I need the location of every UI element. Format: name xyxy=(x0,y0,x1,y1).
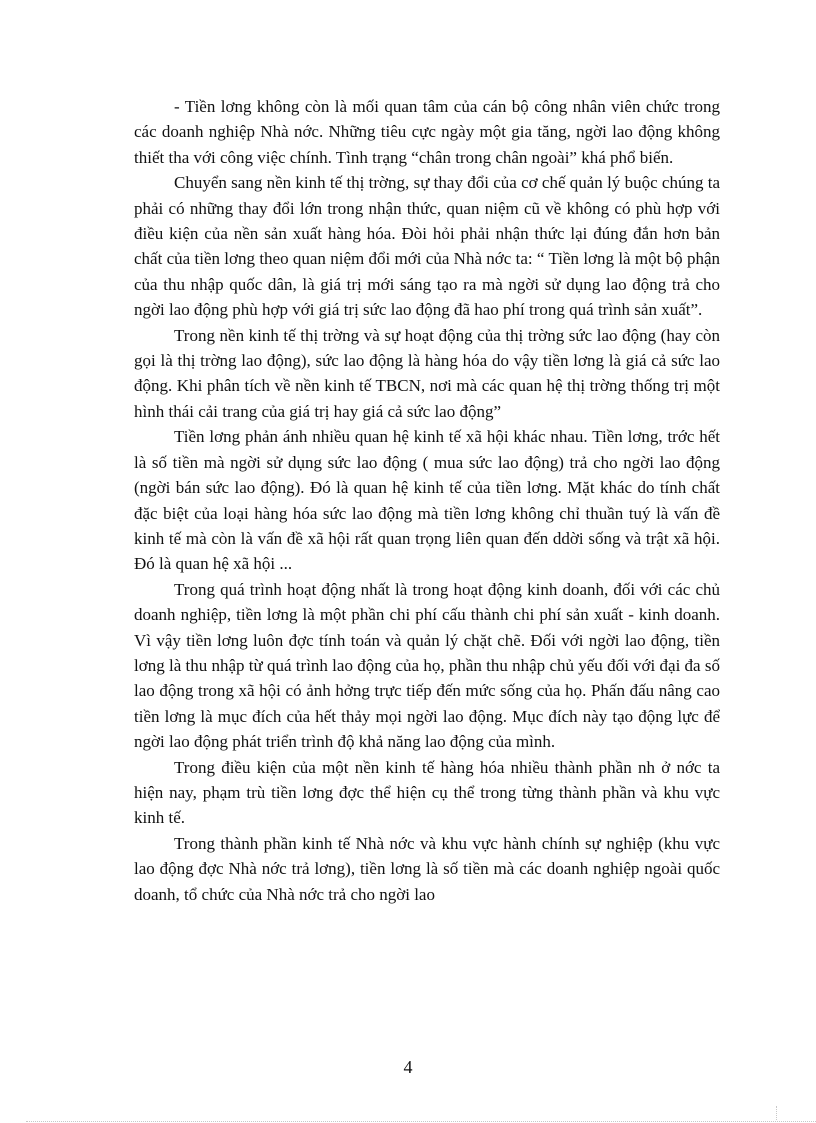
body-text xyxy=(134,94,720,907)
paragraph-6: Trong điều kiện của một nền kinh tế hàng hóa nhiều thành phần nh ở nớc ta hiện nay, phạm trù tiền lơng đợc thể hiện cụ thể trong từng thành phần và khu vực kinh tế. xyxy=(134,757,720,828)
paragraph-4: Tiền lơng phản ánh nhiều quan hệ kinh tế xã hội khác nhau. Tiền lơng, trớc hết là số tiền mà ngời sử dụng sức lao động ( mua sức lao động) trả cho ngời lao động (ngời bán sức lao động). Đó là quan hệ kinh tế của tiền lơng. Mặt khác do tính chất đặc biệt của loại hàng hóa sức lao động mà tiền lơng không chỉ thuần tuý là vấn đề kinh tế mà còn là vấn đề xã hội rất quan trọng liên quan đến ddời sống và trật xã hội. Đó là quan hệ xã hội ... xyxy=(134,427,720,574)
footer-dotted-rule xyxy=(26,1121,816,1122)
paragraph-1: - Tiền lơng không còn là mối quan tâm của cán bộ công nhân viên chức trong các doanh nghiệp Nhà nớc. Những tiêu cực ngày một gia tăng, ngời lao động không thiết tha với công việc chính. Tình trạng “chân trong chân ngoài” khá phổ biến. xyxy=(134,97,720,167)
paragraph-5: Trong quá trình hoạt động nhất là trong hoạt động kinh doanh, đối với các chủ doanh nghiệp, tiền lơng là một phần chi phí cấu thành chi phí sản xuất - kinh doanh. Vì vậy tiền lơng luôn đợc tính toán và quản lý chặt chẽ. Đối với ngời lao động, tiền lơng là thu nhập từ quá trình lao động của họ, phần thu nhập chủ yếu đối với đại đa số lao động trong xã hội có ảnh hởng trực tiếp đến mức sống của họ. Phấn đấu nâng cao tiền lơng là mục đích của hết thảy mọi ngời lao động. Mục đích này tạo động lực để ngời lao động phát triển trình độ khả năng lao động của mình. xyxy=(134,579,720,752)
paragraph-2: Chuyển sang nền kinh tế thị trờng, sự thay đổi của cơ chế quản lý buộc chúng ta phải có những thay đổi lớn trong nhận thức, quan niệm cũ về không có phù hợp với điều kiện của nền sản xuất hàng hóa. Đòi hỏi phải nhận thức lại đúng đắn hơn bản chất của tiền lơng theo quan niệm đổi mới của Nhà nớc ta: “ Tiền lơng là một bộ phận của thu nhập quốc dân, là giá trị mới sáng tạo ra mà ngời sử dụng lao động trả cho ngời lao động phù hợp với giá trị sức lao động đã hao phí trong quá trình sản xuất”. xyxy=(134,173,720,320)
paragraph-3: Trong nền kinh tế thị trờng và sự hoạt động của thị trờng sức lao động (hay còn gọi là thị trờng lao động), sức lao động là hàng hóa do vậy tiền lơng là giá cả sức lao động. Khi phân tích về nền kinh tế TBCN, nơi mà các quan hệ thị trờng thống trị một hình thái cải trang của giá trị hay giá cả sức lao động” xyxy=(134,325,720,421)
page-number: 4 xyxy=(403,1057,413,1077)
paragraph-7: Trong thành phần kinh tế Nhà nớc và khu vực hành chính sự nghiệp (khu vực lao động đợc Nhà nớc trả lơng), tiền lơng là số tiền mà các doanh nghiệp ngoài quốc doanh, tổ chức của Nhà nớc trả cho ngời lao xyxy=(134,833,720,904)
corner-crop-mark xyxy=(776,1106,777,1120)
